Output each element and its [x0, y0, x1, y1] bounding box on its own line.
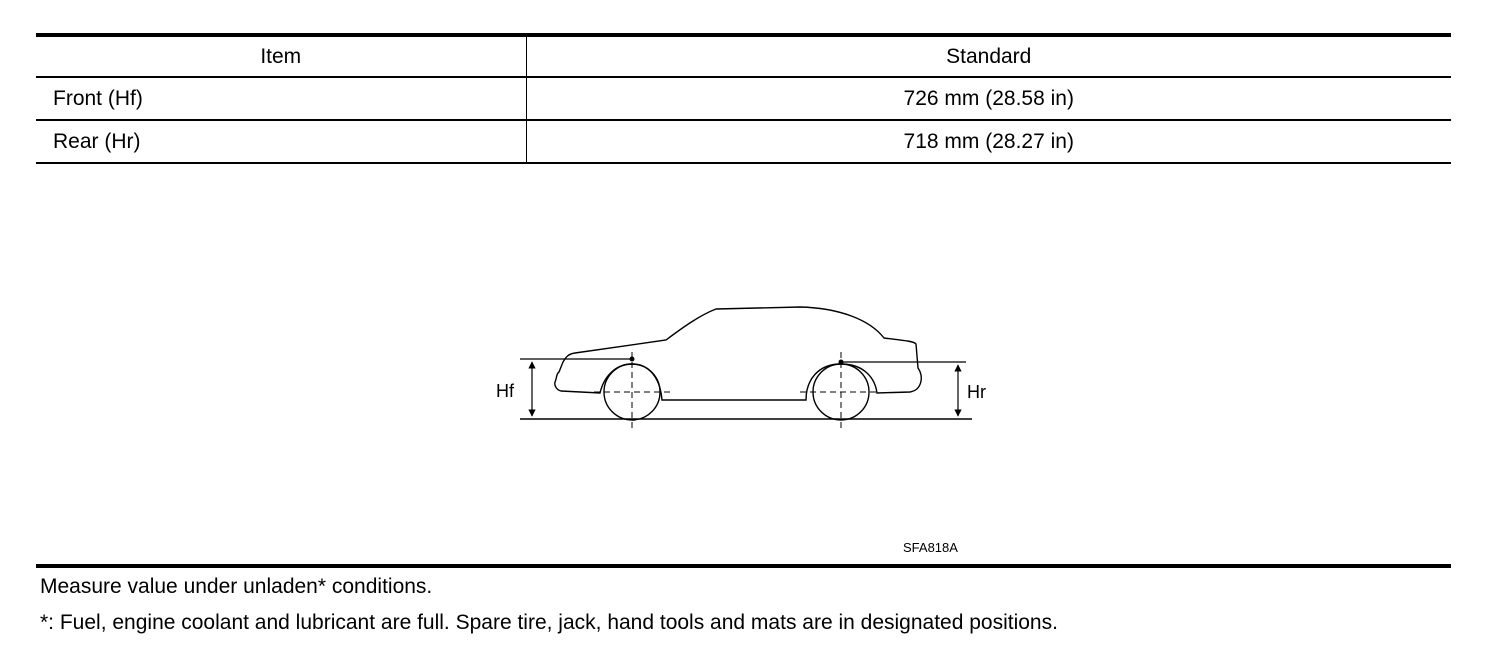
table-header-row — [36, 35, 1451, 77]
header-standard: Standard — [526, 35, 1451, 77]
header-item: Item — [36, 35, 526, 77]
rear-height-label: Hr — [967, 382, 986, 402]
note-conditions: Measure value under unladen* conditions. — [40, 575, 433, 598]
row-rear-item: Rear (Hr) — [36, 120, 526, 163]
rear-measure-point — [839, 360, 844, 365]
divider — [36, 564, 1451, 568]
row-front-standard: 726 mm (28.58 in) — [526, 77, 1451, 120]
car-body-outline — [555, 307, 921, 400]
spec-table — [36, 33, 1451, 164]
front-height-label: Hf — [496, 381, 514, 401]
rear-wheel — [813, 364, 869, 420]
table-row — [36, 120, 1451, 163]
row-front-item: Front (Hf) — [36, 77, 526, 120]
front-measure-point — [630, 357, 635, 362]
row-rear-standard: 718 mm (28.27 in) — [526, 120, 1451, 163]
note-footnote: *: Fuel, engine coolant and lubricant are full. Spare tire, jack, hand tools and mats are in designated positions. — [40, 611, 1058, 634]
front-wheel — [604, 364, 660, 420]
table-row — [36, 77, 1451, 120]
figure-code: SFA818A — [903, 540, 958, 555]
